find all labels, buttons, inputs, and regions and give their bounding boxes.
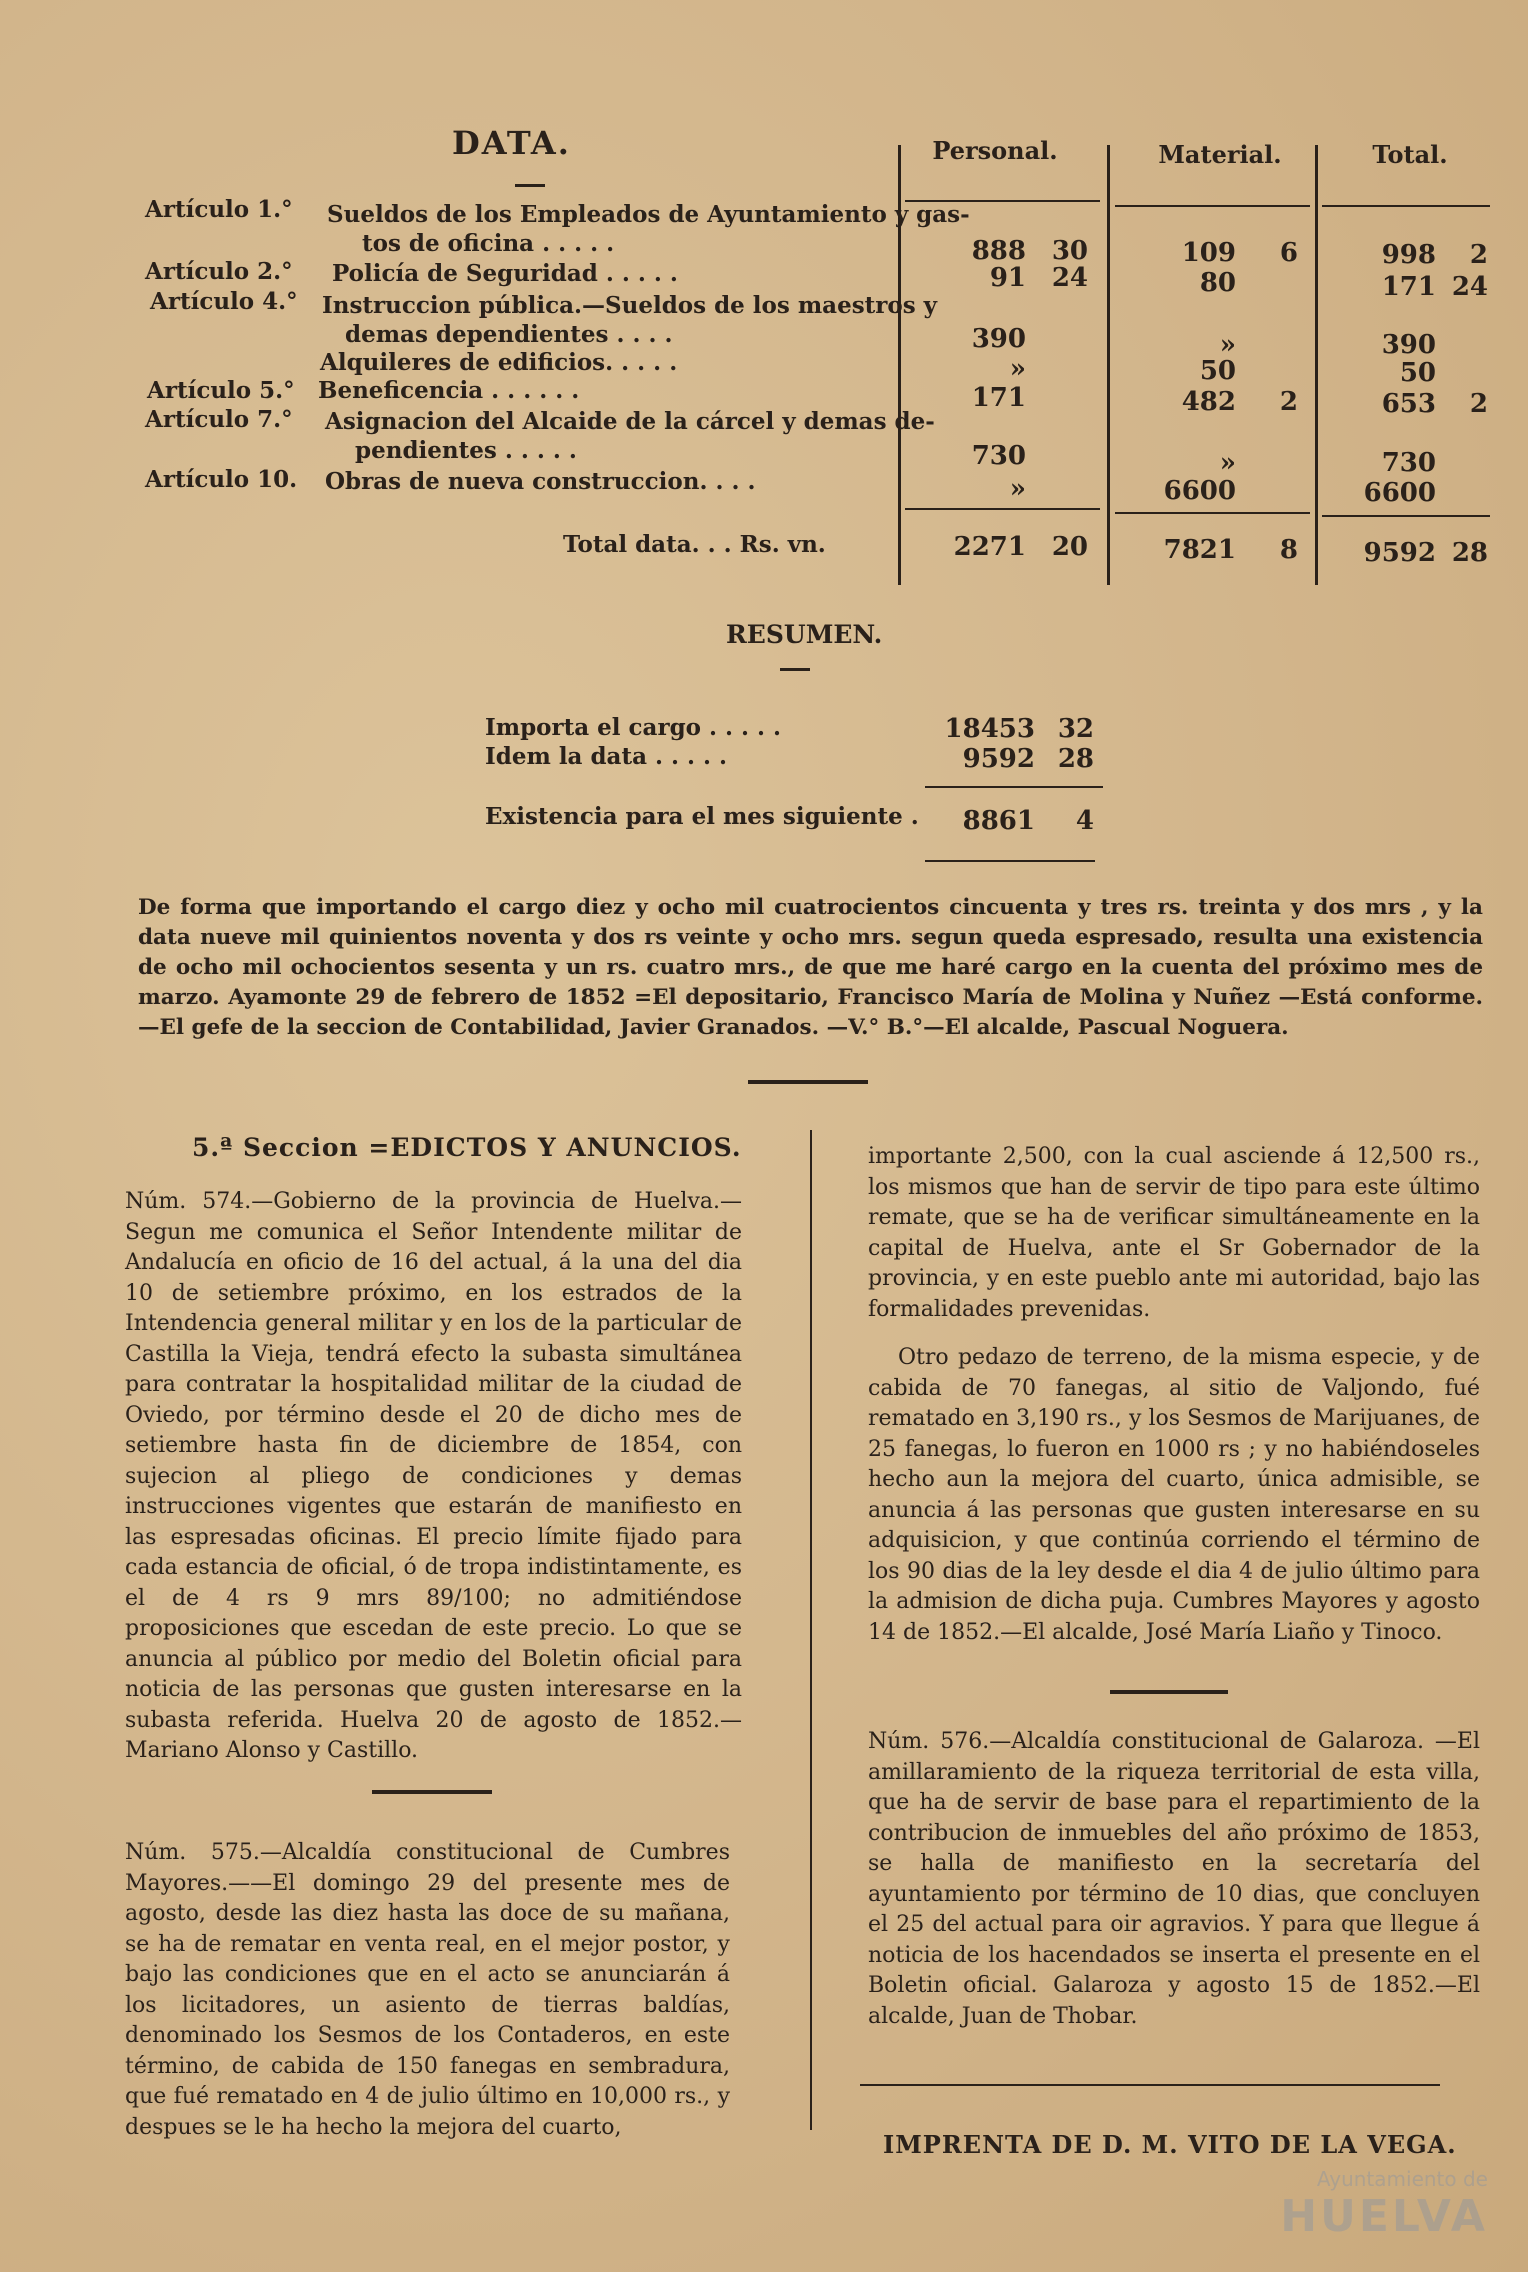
- cell-total-mrs: 2: [1469, 389, 1488, 419]
- header-rule-material: [1115, 205, 1310, 207]
- cell-personal-rs: 888: [971, 236, 1026, 266]
- notice-divider: [1110, 1690, 1228, 1694]
- resumen-data-mrs: 28: [1057, 744, 1094, 774]
- cell-material-rs: 50: [1199, 356, 1236, 386]
- cell-total-rs: 171: [1381, 272, 1436, 302]
- row-desc: demas dependientes . . . .: [345, 321, 673, 348]
- cell-material-mrs: 2: [1279, 387, 1298, 417]
- archive-watermark: [1280, 2167, 1488, 2242]
- row-desc: pendientes . . . . .: [355, 437, 577, 464]
- title-ornament: [515, 184, 545, 187]
- cell-personal-rs: »: [1009, 474, 1026, 504]
- sum-rule-personal: [905, 508, 1100, 510]
- cell-total-rs: 390: [1381, 330, 1436, 360]
- cell-total-rs: 50: [1399, 358, 1436, 388]
- total-total-mrs: 28: [1451, 538, 1488, 568]
- cell-total-mrs: 24: [1451, 272, 1488, 302]
- imprint-rule: [860, 2084, 1440, 2086]
- summary-paragraph: De forma que importando el cargo diez y ocho mil cuatrocientos cincuenta y tres rs. treinta y dos mrs , y la data nueve mil quinientos noventa y dos rs veinte y ocho mrs. segun queda espresado, resulta una existencia de ocho mil ochocientos sesenta y un rs. cuatro mrs., de que me haré cargo en la cuenta del próximo mes de marzo. Ayamonte 29 de febrero de 1852 =El depositario, Francisco María de Molina y Nuñez —Está conforme.—El gefe de la seccion de Contabilidad, Javier Granados. —V.° B.°—El alcalde, Pascual Noguera.: [138, 895, 1483, 1040]
- row-article: Artículo 10.: [145, 466, 298, 493]
- watermark-line-2: HUELVA: [1280, 2191, 1488, 2242]
- row-desc: Policía de Seguridad . . . . .: [332, 260, 678, 287]
- column-rule: [810, 1130, 812, 2130]
- total-total-rs: 9592: [1363, 538, 1436, 568]
- resumen-rule-bottom: [925, 860, 1095, 862]
- total-personal-rs: 2271: [953, 532, 1026, 562]
- notice-576: Núm. 576.—Alcaldía constitucional de Galaroza. —El amillaramiento de la riqueza territorial de esta villa, que ha de servir de base para el repartimiento de la contribucion de inmuebles del año próximo de 1853, se halla de manifiesto en la secretaría del ayuntamiento por término de 10 dias, que concluyen el 25 del actual para oir agravios. Y para que llegue á noticia de los hacendados se inserta el presente en el Boletin oficial. Galaroza y agosto 15 de 1852.—El alcalde, Juan de Thobar.: [868, 1729, 1480, 2029]
- column-header-personal: Personal.: [932, 136, 1058, 165]
- resumen-existencia-mrs: 4: [1075, 806, 1094, 836]
- cell-material-rs: 80: [1199, 268, 1236, 298]
- row-desc: Instruccion pública.—Sueldos de los maestros y: [322, 292, 938, 319]
- resumen-data-rs: 9592: [962, 744, 1035, 774]
- cell-personal-mrs: 30: [1051, 236, 1088, 266]
- section-divider: [748, 1080, 868, 1084]
- cell-personal-rs: 91: [989, 263, 1026, 293]
- resumen-data-label: Idem la data . . . . .: [485, 743, 728, 770]
- cell-personal-rs: 390: [971, 324, 1026, 354]
- row-article: Artículo 2.°: [145, 258, 293, 285]
- cell-personal-mrs: 24: [1051, 263, 1088, 293]
- resumen-cargo-rs: 18453: [944, 714, 1035, 744]
- column-header-total: Total.: [1372, 140, 1448, 169]
- notice-divider: [372, 1790, 492, 1794]
- total-label: Total data. . . Rs. vn.: [563, 531, 826, 558]
- row-article: Artículo 1.°: [145, 196, 293, 223]
- cell-material-rs: »: [1219, 448, 1236, 478]
- cell-total-rs: 730: [1381, 448, 1436, 478]
- imprint: IMPRENTA DE D. M. VITO DE LA VEGA.: [883, 2130, 1457, 2159]
- title-ornament: [780, 668, 810, 671]
- row-article: Artículo 7.°: [145, 406, 293, 433]
- cell-total-mrs: 2: [1469, 240, 1488, 270]
- row-desc: Alquileres de edificios. . . . .: [320, 349, 678, 376]
- cell-material-rs: 109: [1181, 238, 1236, 268]
- notice-575-continued: importante 2,500, con la cual asciende á 12,500 rs., los mismos que han de servir de tipo para este último remate, que se ha de verificar simultáneamente en la capital de Huelva, ante el Sr Gobernador de la provincia, y en este pueblo ante mi autoridad, bajo las formalidades prevenidas.: [868, 1144, 1480, 1322]
- row-desc: Asignacion del Alcaide de la cárcel y demas de-: [325, 408, 935, 435]
- notice-575: Núm. 575.—Alcaldía constitucional de Cumbres Mayores.——El domingo 29 del presente mes de agosto, desde las diez hasta las doce de su mañana, se ha de rematar en venta real, en el mejor postor, y bajo las condiciones que en el acto se anunciarán á los licitadores, un asiento de tierras baldías, denominado los Sesmos de los Contaderos, en este término, de cabida de 150 fanegas en sembradura, que fué rematado en 4 de julio último en 10,000 rs., y despues se le ha hecho la mejora del cuarto,: [125, 1840, 730, 2140]
- sum-rule-total: [1322, 515, 1490, 517]
- cell-total-rs: 6600: [1363, 478, 1436, 508]
- cell-material-mrs: 6: [1279, 238, 1298, 268]
- row-desc: Obras de nueva construccion. . . .: [325, 468, 756, 495]
- row-article: Artículo 4.°: [150, 288, 298, 315]
- table-rule-right: [1315, 145, 1318, 585]
- resumen-existencia-rs: 8861: [962, 806, 1035, 836]
- row-desc: tos de oficina . . . . .: [362, 230, 615, 257]
- resumen-title: RESUMEN.: [726, 620, 883, 649]
- total-material-rs: 7821: [1163, 535, 1236, 565]
- column-header-material: Material.: [1158, 140, 1282, 169]
- header-rule-total: [1322, 205, 1490, 207]
- resumen-cargo-label: Importa el cargo . . . . .: [485, 714, 782, 741]
- cell-personal-rs: 171: [971, 383, 1026, 413]
- data-title: DATA.: [452, 124, 571, 162]
- total-material-mrs: 8: [1279, 535, 1298, 565]
- cell-total-rs: 653: [1381, 389, 1436, 419]
- sum-rule-material: [1115, 512, 1310, 514]
- cell-total-rs: 998: [1381, 240, 1436, 270]
- row-desc: Beneficencia . . . . . .: [318, 377, 580, 404]
- cell-material-rs: »: [1219, 330, 1236, 360]
- cell-personal-rs: 730: [971, 441, 1026, 471]
- resumen-existencia-label: Existencia para el mes siguiente .: [485, 803, 919, 830]
- notice-575-paragraph-2: Otro pedazo de terreno, de la misma especie, y de cabida de 70 fanegas, al sitio de Valjondo, fué rematado en 3,190 rs., y los Sesmos de Marijuanes, de 25 fanegas, lo fueron en 1000 rs ; y no habiéndoseles hecho aun la mejora del cuarto, única admisible, se anuncia á las personas que gusten interesarse en su adquisicion, y que continúa corriendo el término de los 90 dias de la ley desde el dia 4 de julio último para la admision de dicha puja. Cumbres Mayores y agosto 14 de 1852.—El alcalde, José María Liaño y Tinoco.: [868, 1345, 1480, 1645]
- notice-574: Núm. 574.—Gobierno de la provincia de Huelva.—Segun me comunica el Señor Intendente militar de Andalucía en oficio de 16 del actual, á la una del dia 10 de setiembre próximo, en los estrados de la Intendencia general militar y en los de la particular de Castilla la Vieja, tendrá efecto la subasta simultánea para contratar la hospitalidad militar de la ciudad de Oviedo, por término desde el 20 de dicho mes de setiembre hasta fin de diciembre de 1854, con sujecion al pliego de condiciones y demas instrucciones vigentes que estarán de manifiesto en las espresadas oficinas. El precio límite fijado para cada estancia de oficial, ó de tropa indistintamente, es el de 4 rs 9 mrs 89/100; no admitiéndose proposiciones que escedan de este precio. Lo que se anuncia al público por medio del Boletin oficial para noticia de las personas que gusten interesarse en la subasta referida. Huelva 20 de agosto de 1852.—Mariano Alonso y Castillo.: [125, 1189, 742, 1763]
- watermark-line-1: Ayuntamiento de: [1316, 2167, 1488, 2191]
- resumen-cargo-mrs: 32: [1057, 714, 1094, 744]
- table-rule-mid: [1107, 145, 1110, 585]
- cell-material-rs: 482: [1181, 387, 1236, 417]
- section-title: 5.ª Seccion =EDICTOS Y ANUNCIOS.: [192, 1133, 742, 1162]
- cell-material-rs: 6600: [1163, 476, 1236, 506]
- cell-personal-rs: »: [1009, 354, 1026, 384]
- row-article: Artículo 5.°: [147, 377, 295, 404]
- resumen-rule: [925, 786, 1103, 788]
- total-personal-mrs: 20: [1051, 532, 1088, 562]
- row-desc: Sueldos de los Empleados de Ayuntamiento y gas-: [327, 201, 970, 228]
